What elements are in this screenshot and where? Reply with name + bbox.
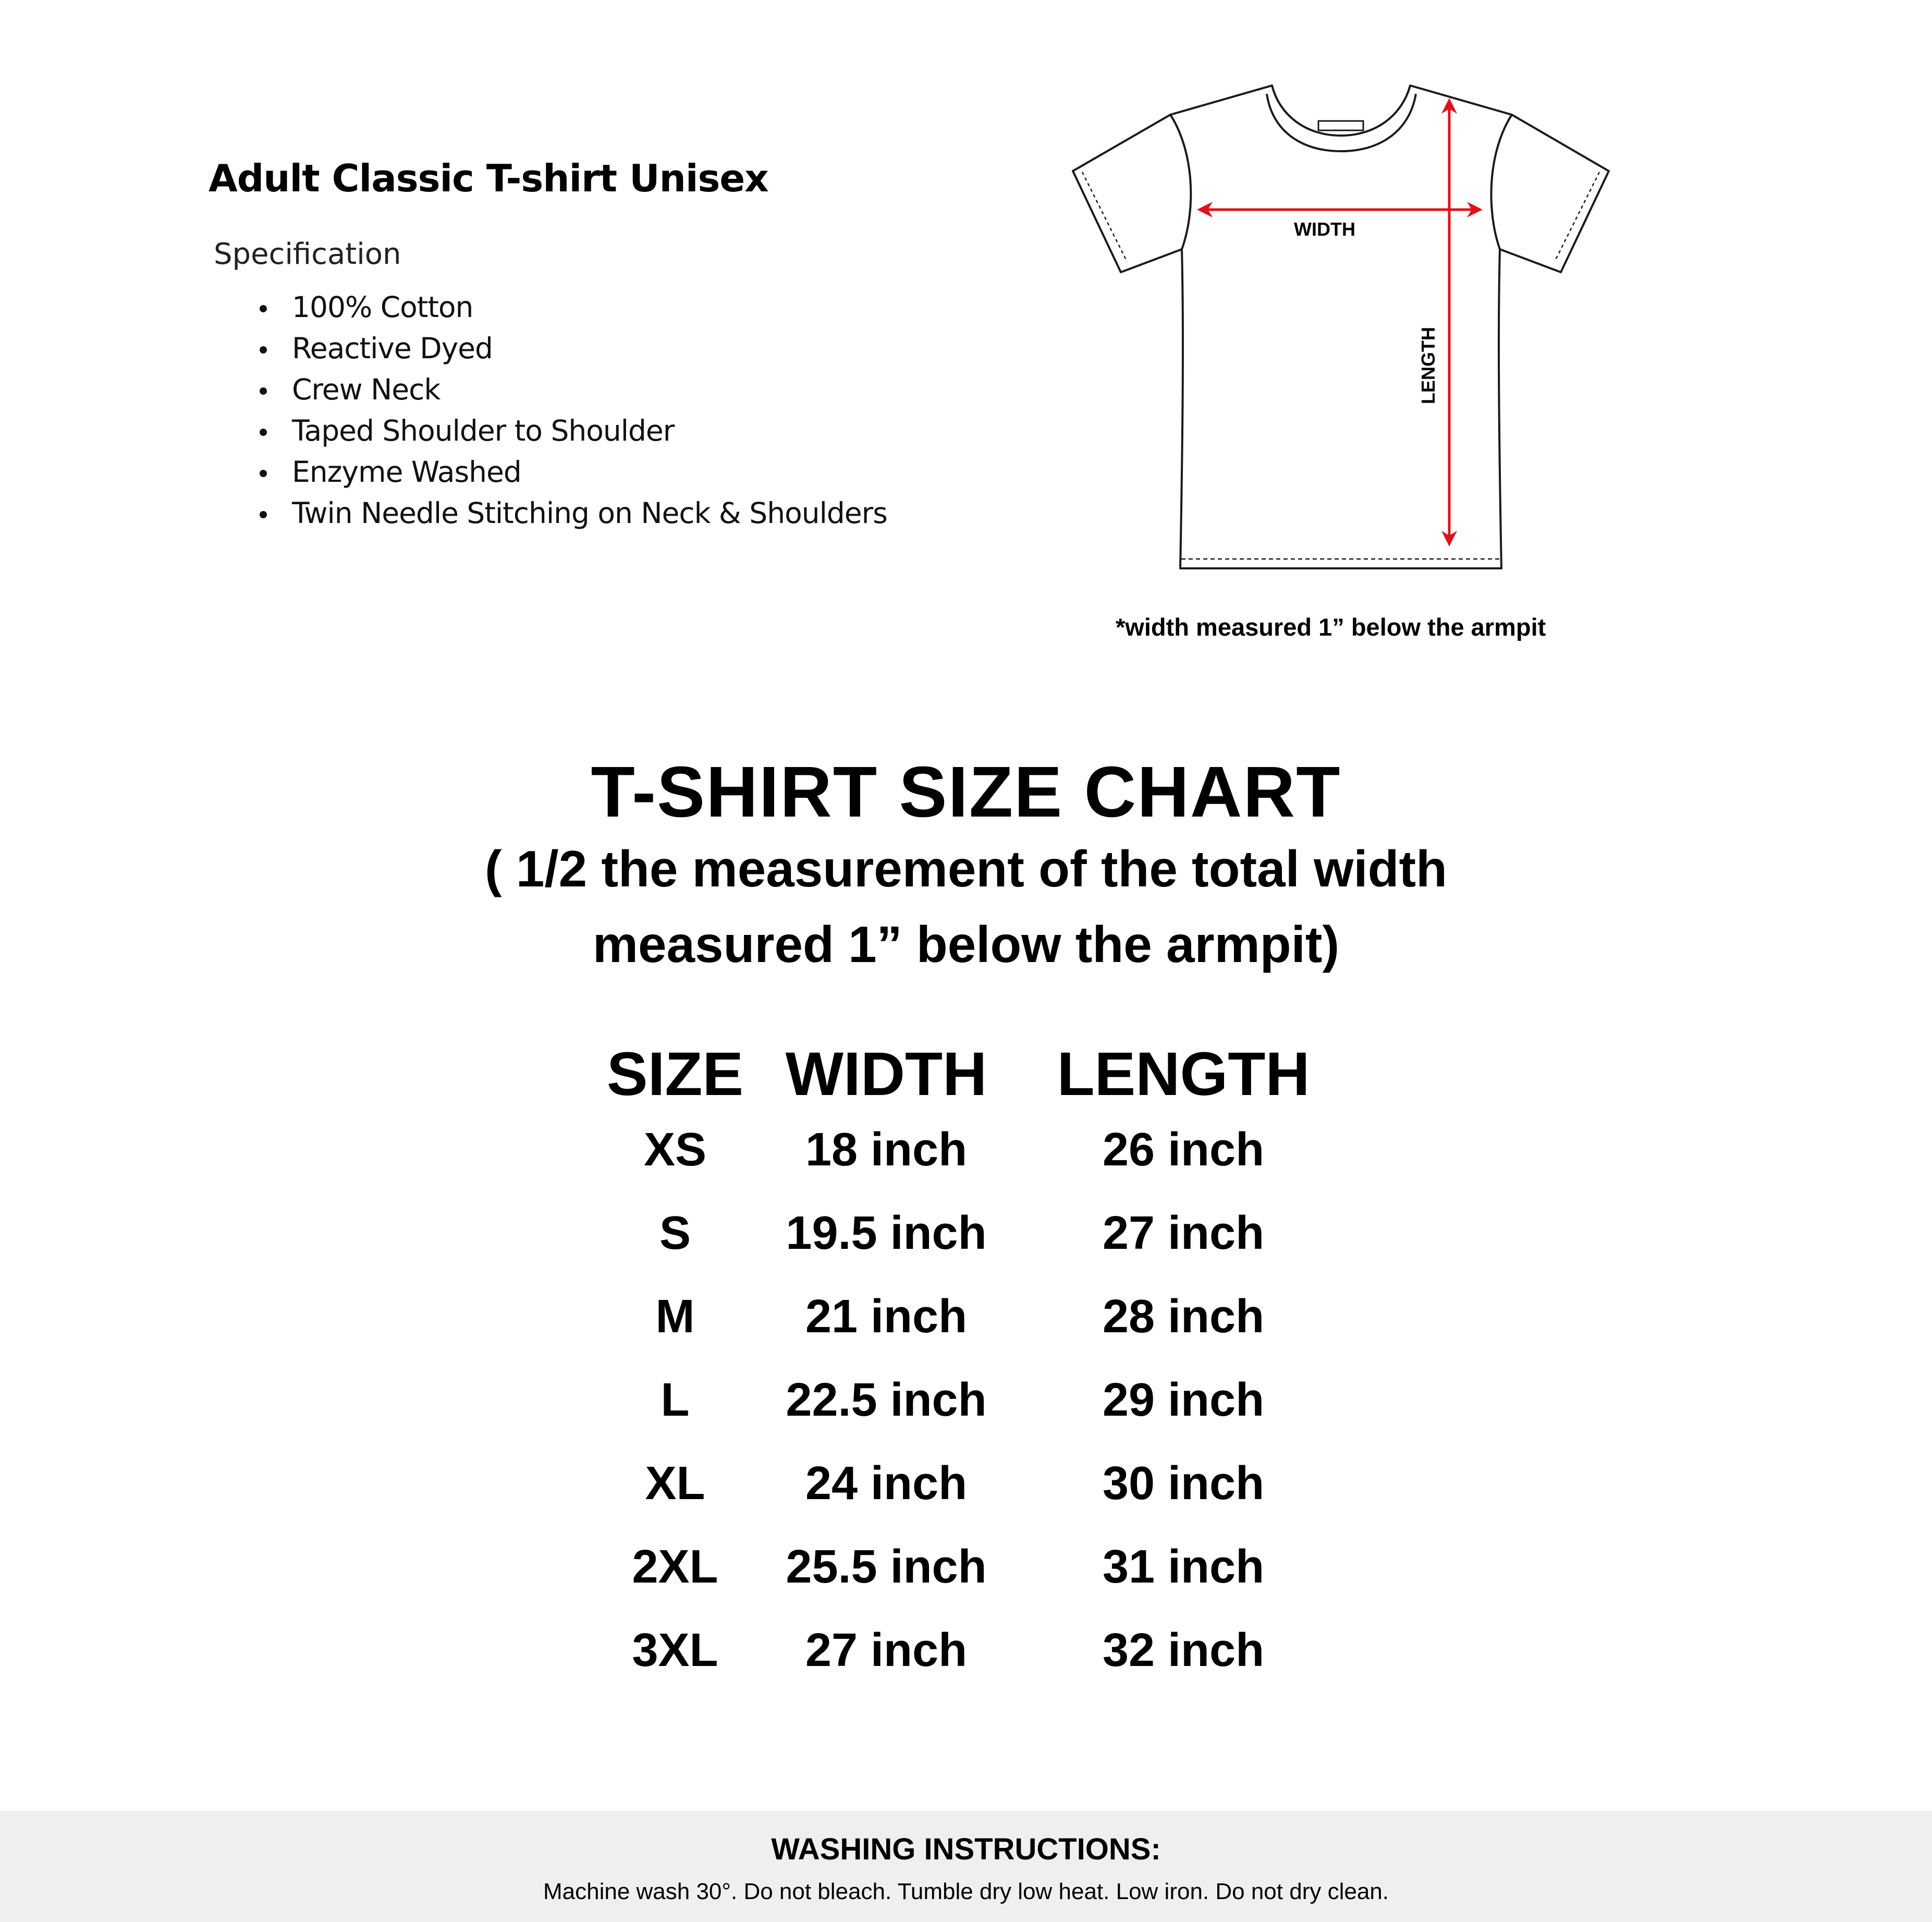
size-chart-subtitle-line1: ( 1/2 the measurement of the total width [485,840,1447,897]
washing-instructions-bar [0,1811,1932,1922]
tshirt-outline-icon [1063,78,1621,579]
spec-list [255,287,887,534]
washing-text: Machine wash 30°. Do not bleach. Tumble dry low heat. Low iron. Do not dry clean. [543,1879,1389,1904]
bullet-icon [260,346,267,354]
spec-item-label: Reactive Dyed [292,332,493,365]
width-cell: 22.5 inch [786,1374,987,1426]
width-cell: 21 inch [805,1291,968,1343]
bullet-icon [260,429,267,436]
table-row [589,1622,1371,1705]
size-cell: XL [645,1457,705,1510]
spec-item [255,493,887,534]
length-cell: 26 inch [1102,1124,1265,1176]
length-label: LENGTH [1417,327,1439,404]
bullet-icon [260,387,267,395]
size-cell: M [655,1291,695,1343]
shirt-body [1073,86,1609,568]
size-table [589,1038,1371,1705]
length-cell: 28 inch [1102,1291,1265,1343]
table-row [589,1288,1371,1371]
spec-item-label: Taped Shoulder to Shoulder [292,414,675,447]
size-cell: S [659,1207,691,1259]
table-row [589,1205,1371,1288]
spec-item [255,369,887,410]
spec-heading: Specification [214,237,401,271]
washing-title: WASHING INSTRUCTIONS: [771,1832,1161,1866]
width-cell: 19.5 inch [786,1207,987,1259]
spec-item [255,328,887,369]
neck-label [1318,121,1363,130]
spec-item-label: Crew Neck [292,373,441,406]
header-width: WIDTH [785,1040,987,1109]
width-cell: 24 inch [805,1457,968,1510]
tshirt-diagram [1063,78,1621,579]
table-header-row [589,1038,1371,1121]
table-row [589,1538,1371,1622]
length-cell: 31 inch [1102,1541,1265,1593]
table-row [589,1455,1371,1538]
size-cell: 3XL [632,1624,718,1676]
bullet-icon [260,511,267,518]
width-cell: 27 inch [805,1624,968,1676]
length-cell: 30 inch [1102,1457,1265,1510]
spec-item-label: Twin Needle Stitching on Neck & Shoulders [292,496,887,530]
armpit-note: *width measured 1” below the armpit [1116,613,1546,641]
bullet-icon [260,305,267,312]
size-cell: XS [643,1124,707,1176]
table-row [589,1121,1371,1205]
bullet-icon [260,470,267,477]
size-chart-title: T-SHIRT SIZE CHART [591,752,1341,832]
length-cell: 27 inch [1102,1207,1265,1259]
width-cell: 25.5 inch [786,1541,987,1593]
spec-item-label: 100% Cotton [292,290,473,324]
width-cell: 18 inch [805,1124,968,1176]
header-length: LENGTH [1057,1040,1310,1109]
size-cell: L [661,1374,690,1426]
product-title: Adult Classic T-shirt Unisex [209,156,768,200]
spec-item-label: Enzyme Washed [292,455,521,489]
spec-item [255,452,887,493]
size-cell: 2XL [632,1541,718,1593]
spec-item [255,410,887,452]
spec-item [255,287,887,328]
table-row [589,1371,1371,1455]
length-cell: 32 inch [1102,1624,1265,1676]
width-label: WIDTH [1294,218,1355,240]
size-chart-subtitle-line2: measured 1” below the armpit) [592,916,1340,973]
header-size: SIZE [606,1040,744,1109]
length-cell: 29 inch [1102,1374,1265,1426]
